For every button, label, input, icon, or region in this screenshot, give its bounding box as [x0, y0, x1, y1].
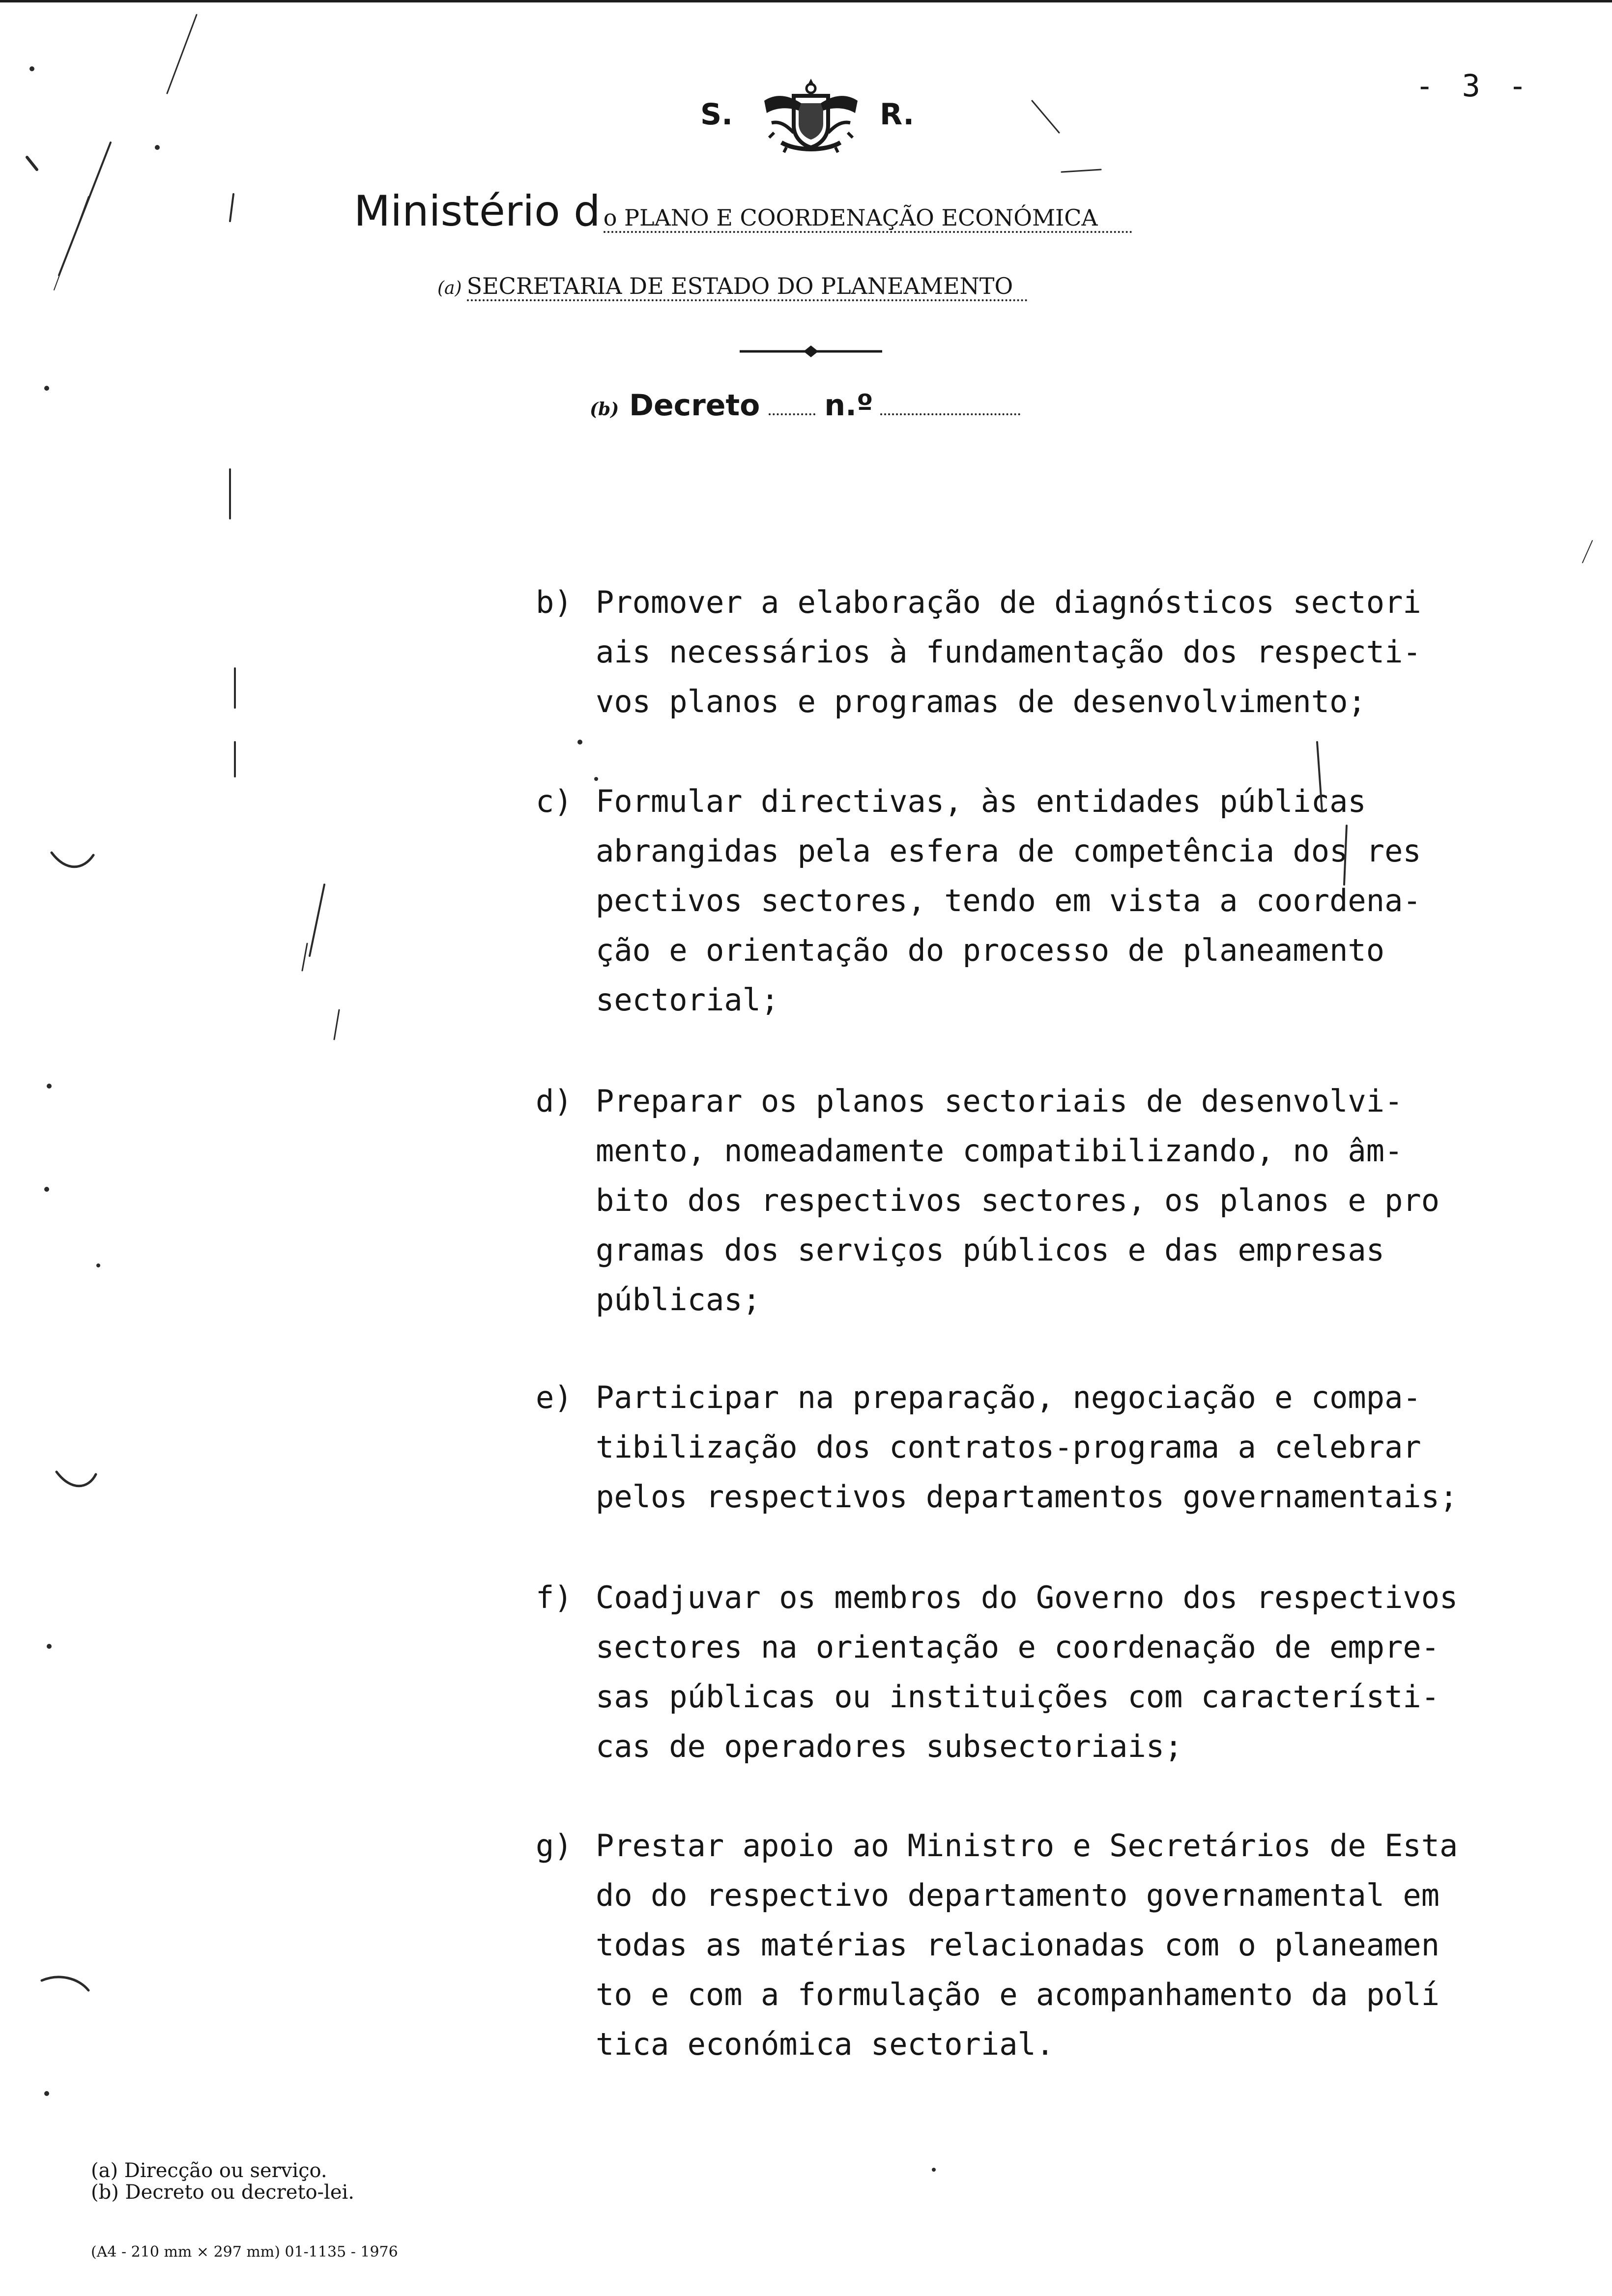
list-item-letter: g)	[536, 1828, 573, 1864]
print-reference: (A4 - 210 mm × 297 mm) 01-1135 - 1976	[91, 2243, 398, 2261]
footnote-b: (b) Decreto ou decreto-lei.	[91, 2181, 355, 2204]
text-line: cas de operadores subsectoriais;	[596, 1728, 1183, 1764]
list-item-letter: c)	[536, 783, 573, 819]
list-item-letter: f)	[536, 1579, 573, 1615]
text-line: Promover a elaboração de diagnósticos sectori	[596, 584, 1421, 620]
letterhead-s: S.	[700, 97, 733, 132]
text-line: abrangidas pela esfera de competência dos res	[596, 833, 1421, 869]
text-line: pectivos sectores, tendo em vista a coordena-	[596, 883, 1421, 918]
text-line: sectorial;	[596, 982, 779, 1018]
text-line: bito dos respectivos sectores, os planos e pro	[596, 1182, 1440, 1218]
list-item-letter: d)	[536, 1083, 573, 1119]
text-line: Coadjuvar os membros do Governo dos respectivos	[596, 1579, 1458, 1615]
list-item-letter: b)	[536, 584, 573, 620]
text-line: Participar na preparação, negociação e compa-	[596, 1379, 1421, 1415]
text-line: tibilização dos contratos-programa a celebrar	[596, 1429, 1421, 1465]
text-line: to e com a formulação e acompanhamento da polí	[596, 1977, 1440, 2012]
text-line: Prestar apoio ao Ministro e Secretários de Esta	[596, 1828, 1458, 1864]
text-line: sas públicas ou instituições com característi-	[596, 1679, 1440, 1715]
ministry-lead-text: Ministério d	[354, 187, 601, 236]
text-line: Preparar os planos sectoriais de desenvolvi-	[596, 1083, 1403, 1119]
text-line: ais necessários à fundamentação dos respecti-	[596, 634, 1421, 670]
footnote-marker-b: (b)	[590, 399, 619, 420]
decree-number-label: n.º	[824, 388, 873, 423]
text-line: mento, nomeadamente compatibilizando, no âm-	[596, 1133, 1403, 1169]
text-line: todas as matérias relacionadas com o planeamen	[596, 1927, 1440, 1963]
text-line: sectores na orientação e coordenação de empre-	[596, 1629, 1440, 1665]
page-number: - 3 -	[1415, 68, 1532, 104]
text-line: do do respectivo departamento governamental em	[596, 1877, 1440, 1913]
text-line: Formular directivas, às entidades públicas	[596, 783, 1366, 819]
text-line: gramas dos serviços públicos e das empresas	[596, 1232, 1385, 1268]
text-line: pelos respectivos departamentos governamentais;	[596, 1479, 1458, 1515]
ministry-name-fill: o PLANO E COORDENAÇÃO ECONÓMICA	[604, 204, 1132, 233]
letterhead-r: R.	[880, 97, 915, 132]
footnote-a: (a) Direcção ou serviço.	[91, 2159, 327, 2182]
decree-label: Decreto	[629, 388, 760, 423]
secretariat-name-fill: SECRETARIA DE ESTADO DO PLANEAMENTO	[467, 273, 1028, 301]
list-item-letter: e)	[536, 1379, 573, 1415]
footnote-marker-a: (a)	[437, 278, 462, 298]
text-line: ção e orientação do processo de planeamento	[596, 932, 1385, 968]
text-line: vos planos e programas de desenvolvimento;	[596, 684, 1366, 719]
text-line: públicas;	[596, 1282, 761, 1318]
text-line: tica económica sectorial.	[596, 2026, 1055, 2062]
